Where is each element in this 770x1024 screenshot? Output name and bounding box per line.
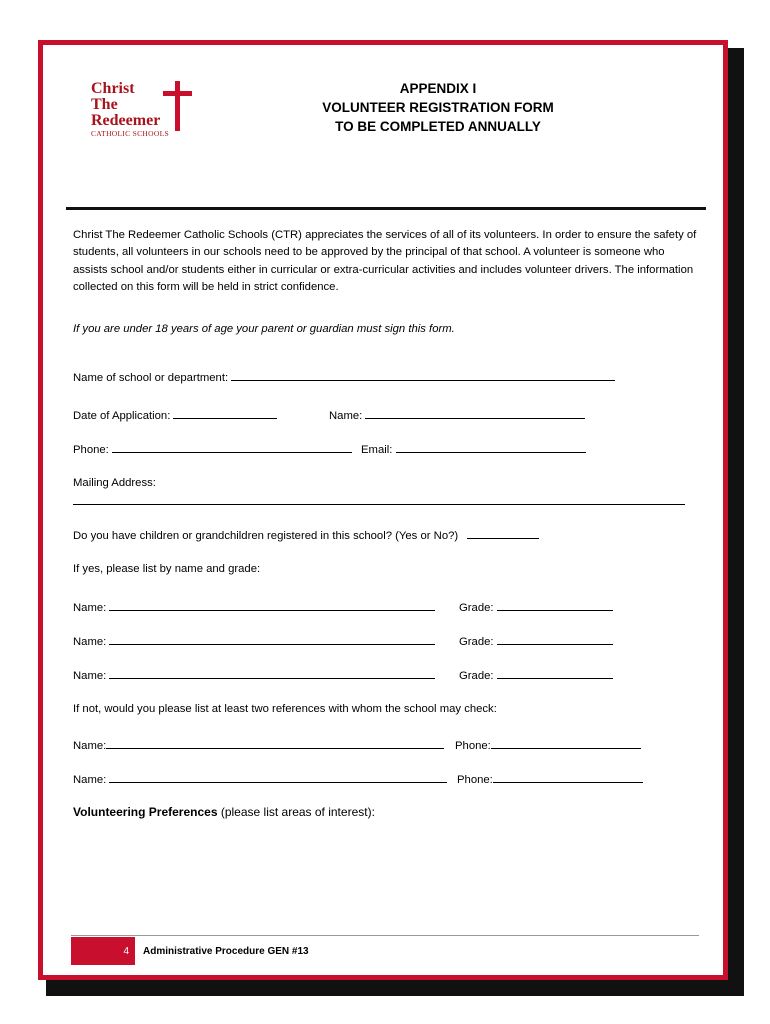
children-question-label: Do you have children or grandchildren registered in this school? (Yes or No?) [73,530,459,542]
if-yes-label: If yes, please list by name and grade: [73,563,261,575]
child-grade-field-3[interactable] [459,667,613,682]
reference-name-input-line[interactable] [109,771,447,783]
address-label: Mailing Address: [73,477,156,489]
email-input-line[interactable] [396,441,586,453]
child-name-label: Name: [73,636,107,648]
school-logo [91,81,201,161]
child-name-label: Name: [73,602,107,614]
reference-name-label: Name: [73,740,107,752]
child-grade-label: Grade: [459,670,494,682]
page-number: 4 [71,937,135,965]
child-grade-input-line[interactable] [497,667,613,679]
child-name-field-1[interactable] [73,599,435,614]
form-page [38,40,728,980]
title-line-2: VOLUNTEER REGISTRATION FORM [322,100,554,115]
reference-phone-field-2[interactable] [457,771,643,786]
children-answer-line[interactable] [467,527,539,539]
child-name-input-line[interactable] [109,633,435,645]
reference-phone-label: Phone: [457,774,493,786]
title-line-3: TO BE COMPLETED ANNUALLY [335,119,541,134]
address-input-line[interactable] [73,493,685,505]
school-input-line[interactable] [231,369,615,381]
title-line-1: APPENDIX I [399,81,477,96]
children-question[interactable] [73,527,539,542]
reference-phone-field-1[interactable] [455,737,641,752]
child-name-input-line[interactable] [109,667,435,679]
reference-name-field-1[interactable] [73,737,444,752]
child-grade-label: Grade: [459,602,494,614]
preferences-rest: (please list areas of interest): [217,805,375,819]
date-label: Date of Application: [73,410,171,422]
header-divider [66,207,706,210]
logo-subtitle: CATHOLIC SCHOOLS [91,129,169,138]
email-field[interactable] [361,441,586,456]
child-grade-label: Grade: [459,636,494,648]
email-label: Email: [361,444,393,456]
preferences-heading [73,805,375,819]
child-name-field-3[interactable] [73,667,435,682]
name-label: Name: [329,410,363,422]
if-not-label: If not, would you please list at least two references with whom the school may check: [73,703,497,715]
phone-label: Phone: [73,444,109,456]
reference-name-input-line[interactable] [106,737,444,749]
school-field[interactable] [73,369,615,384]
school-label: Name of school or department: [73,372,229,384]
logo-line-1: Christ [91,80,135,97]
reference-name-field-2[interactable] [73,771,447,786]
guardian-note: If you are under 18 years of age your parent or guardian must sign this form. [73,323,455,335]
child-grade-field-2[interactable] [459,633,613,648]
child-grade-input-line[interactable] [497,599,613,611]
name-field[interactable] [329,407,585,422]
child-name-label: Name: [73,670,107,682]
logo-line-2: The [91,96,118,113]
reference-phone-input-line[interactable] [491,737,641,749]
reference-phone-input-line[interactable] [493,771,643,783]
cross-icon [163,81,193,131]
preferences-bold: Volunteering Preferences [73,805,218,819]
reference-phone-label: Phone: [455,740,491,752]
intro-paragraph: Christ The Redeemer Catholic Schools (CTR) appreciates the services of all of its volunteers. In order to ensure the safety of students, all volunteers in our schools need to be approved by the principal of that school. A volunteer is someone who assists school and/or students either in curricular or extra-curricular activities and includes volunteer drivers. The information collected on this form will be held in strict confidence. [73,229,697,294]
phone-input-line[interactable] [112,441,352,453]
child-grade-input-line[interactable] [497,633,613,645]
child-name-input-line[interactable] [109,599,435,611]
footer-text: Administrative Procedure GEN #13 [143,946,309,957]
logo-line-3: Redeemer [91,112,161,129]
name-input-line[interactable] [365,407,585,419]
reference-name-label: Name: [73,774,107,786]
date-field[interactable] [73,407,277,422]
child-name-field-2[interactable] [73,633,435,648]
phone-field[interactable] [73,441,352,456]
child-grade-field-1[interactable] [459,599,613,614]
form-title [283,79,593,136]
footer-divider [71,935,699,936]
date-input-line[interactable] [173,407,277,419]
